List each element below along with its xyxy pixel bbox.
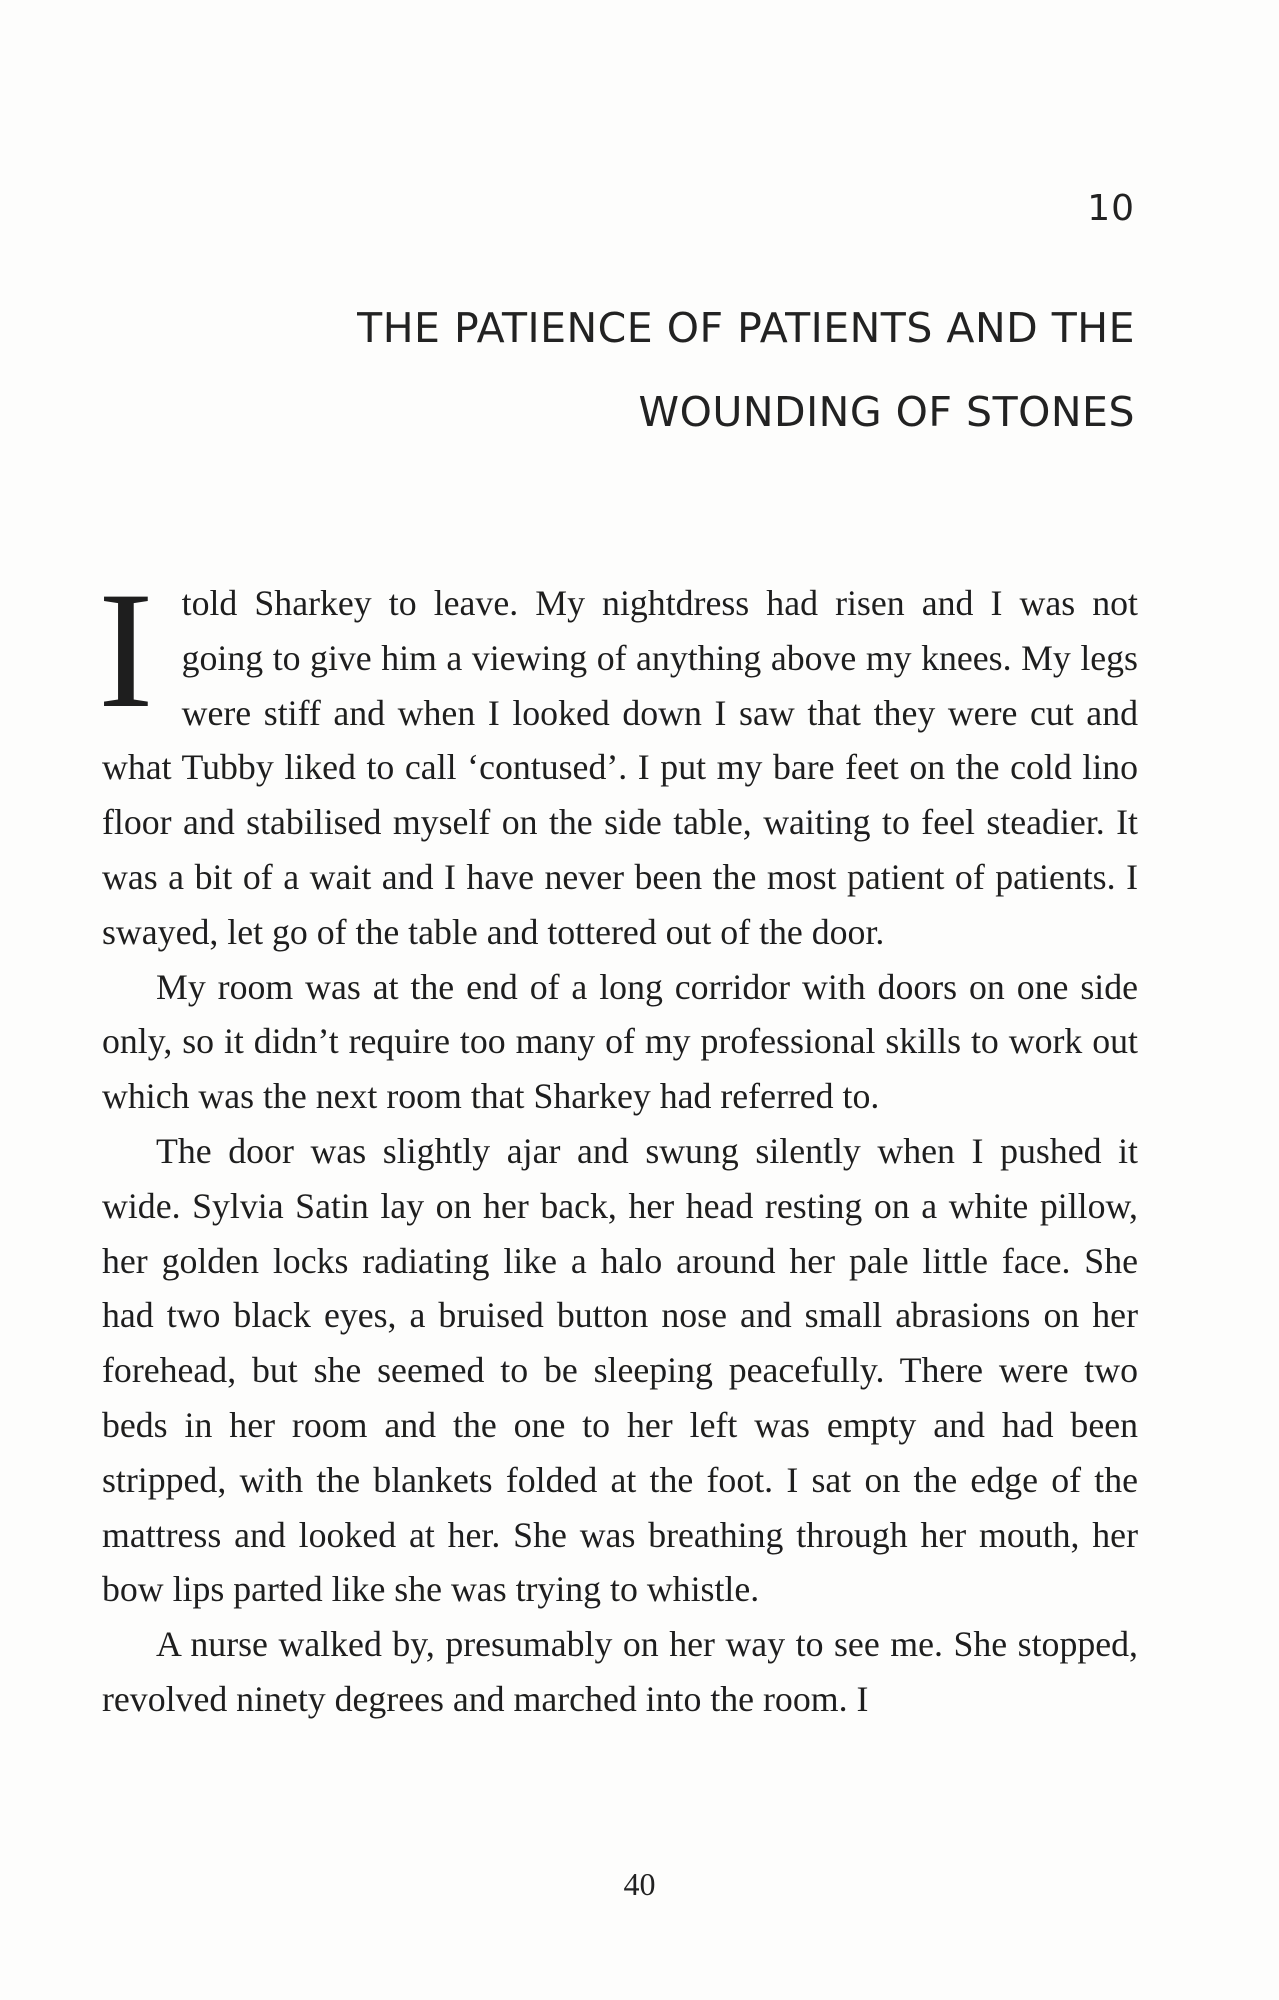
chapter-title-line: THE PATIENCE OF PATIENTS AND THE bbox=[357, 304, 1135, 352]
paragraph: My room was at the end of a long corridor with doors on one side only, so it didn’t require too many of my professional skills to work out which was the next room that Sharkey had referred to. bbox=[102, 966, 1138, 1117]
paragraph: The door was slightly ajar and swung silently when I pushed it wide. Sylvia Satin lay on her back, her head resting on a white pillow, her golden locks radiating like a halo around her pale little face. She had two black eyes, a bruised button nose and small abrasions on her forehead, but she seemed to be sleeping peacefully. There were two beds in her room and the one to her left was empty and had been stripped, with the blankets folded at the foot. I sat on the edge of the mattress and looked at her. She was breathing through her mouth, her bow lips parted like she was trying to whistle. bbox=[102, 1130, 1138, 1610]
chapter-title-line: WOUNDING OF STONES bbox=[638, 388, 1135, 436]
body-text bbox=[98, 558, 1138, 1727]
paragraph-first bbox=[98, 558, 1138, 960]
page-number: 40 bbox=[623, 1866, 656, 1902]
drop-cap: I bbox=[98, 558, 154, 743]
paragraph: A nurse walked by, presumably on her way to see me. She stopped, revolved ninety degrees and marched into the room. I bbox=[102, 1624, 1138, 1719]
paragraph-text: told Sharkey to leave. My nightdress had risen and I was not going to give him a viewing of anything above my knees. My legs were stiff and when I looked down I saw that they were cut and what Tubby liked to call ‘contused’. I put my bare feet on the cold lino floor and stabilised myself on the side table, waiting to feel steadier. It was a bit of a wait and I have never been the most patient of patients. I swayed, let go of the table and tottered out of the door. bbox=[102, 583, 1138, 952]
chapter-title bbox=[235, 286, 1135, 454]
chapter-number: 10 bbox=[1087, 188, 1135, 229]
